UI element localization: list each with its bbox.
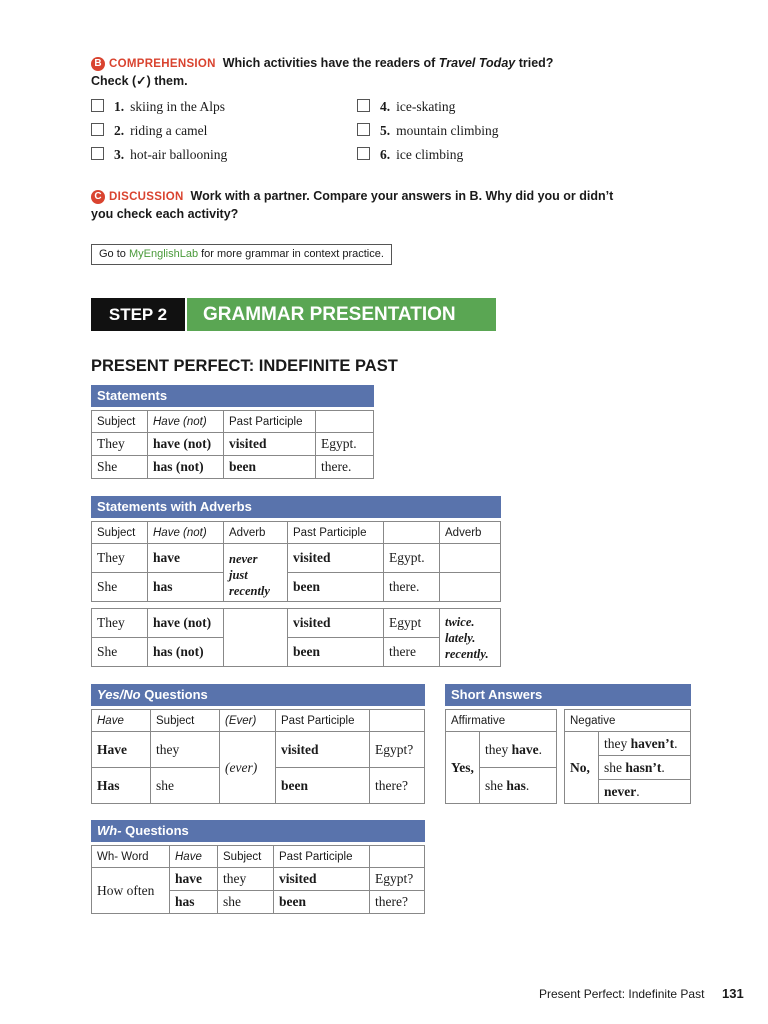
- statements-table: [91, 410, 374, 479]
- table-cell: she: [218, 891, 274, 914]
- item-label: ice climbing: [396, 147, 464, 162]
- section-c-badge: C: [91, 190, 105, 204]
- item-number: 1.: [114, 99, 125, 114]
- checkbox[interactable]: [357, 147, 370, 160]
- table-cell: Egypt?: [370, 868, 425, 891]
- table-cell: have (not): [148, 433, 224, 456]
- myenglishlab-box: [91, 244, 392, 265]
- activity-item[interactable]: [91, 146, 227, 164]
- item-number: 5.: [380, 123, 391, 138]
- item-label: hot-air ballooning: [130, 147, 228, 162]
- activity-item[interactable]: [91, 98, 225, 116]
- table-cell: been: [224, 456, 316, 479]
- comprehension-prompt: [91, 55, 691, 90]
- activity-item[interactable]: [357, 122, 499, 140]
- table-cell: they haven’t.: [599, 732, 691, 756]
- table-cell: She: [92, 638, 148, 667]
- table-cell: visited: [224, 433, 316, 456]
- item-label: riding a camel: [130, 123, 208, 138]
- table-cell: there.: [384, 573, 440, 602]
- comprehension-prompt-text-1: Which activities have the readers of: [222, 56, 436, 70]
- table-cell: there.: [316, 456, 374, 479]
- table-cell: been: [276, 768, 370, 804]
- table-cell: They: [92, 544, 148, 573]
- step-number: STEP 2: [91, 298, 185, 331]
- adverb-list: [440, 609, 501, 667]
- negative-table: [564, 709, 691, 804]
- wh-word-cell: How often: [92, 868, 170, 914]
- page-title: PRESENT PERFECT: INDEFINITE PAST: [91, 357, 398, 375]
- yes-cell: Yes,: [446, 732, 480, 804]
- table-cell: visited: [274, 868, 370, 891]
- comprehension-prompt-text-2: tried?: [518, 56, 554, 70]
- header-cell: [370, 846, 425, 868]
- adverbs-bar: Statements with Adverbs: [91, 496, 501, 518]
- table-cell: She: [92, 456, 148, 479]
- discussion-text-1: Work with a partner. Compare your answers in B. Why did you or didn’t: [190, 189, 614, 203]
- table-cell: [224, 609, 288, 667]
- checkbox[interactable]: [91, 99, 104, 112]
- table-cell: Egypt.: [316, 433, 374, 456]
- table-cell: Egypt: [384, 609, 440, 638]
- myenglishlab-suffix: for more grammar in context practice.: [201, 248, 384, 260]
- adverb: lately.: [445, 630, 476, 645]
- header-cell: Have (not): [148, 411, 224, 433]
- magazine-title: Travel Today: [438, 56, 516, 70]
- wh-table: [91, 845, 425, 914]
- header-cell: Subject: [92, 522, 148, 544]
- comprehension-label: COMPREHENSION: [109, 58, 216, 70]
- page-number: 131: [722, 986, 744, 1001]
- item-number: 4.: [380, 99, 391, 114]
- header-cell: Subject: [218, 846, 274, 868]
- item-number: 3.: [114, 147, 125, 162]
- table-cell: Has: [92, 768, 151, 804]
- header-cell: Negative: [565, 710, 691, 732]
- wh-bar-rest: Questions: [125, 823, 189, 838]
- adverb: twice.: [445, 614, 475, 629]
- checkbox[interactable]: [357, 99, 370, 112]
- table-cell: have: [170, 868, 218, 891]
- adverbs-table-2: [91, 608, 501, 667]
- item-label: mountain climbing: [396, 123, 499, 138]
- adverb-list: [224, 544, 288, 602]
- discussion-label: DISCUSSION: [109, 191, 184, 203]
- table-cell: there?: [370, 768, 425, 804]
- header-cell: Past Participle: [288, 522, 384, 544]
- table-cell: visited: [288, 609, 384, 638]
- myenglishlab-link[interactable]: MyEnglishLab: [128, 248, 199, 260]
- table-cell: been: [274, 891, 370, 914]
- footer-title: Present Perfect: Indefinite Past: [539, 987, 705, 1001]
- table-cell: She: [92, 573, 148, 602]
- yesno-table: [91, 709, 425, 804]
- ever-cell: (ever): [220, 732, 276, 804]
- header-cell: Have (not): [148, 522, 224, 544]
- table-cell: been: [288, 638, 384, 667]
- step-title: GRAMMAR PRESENTATION: [187, 298, 496, 331]
- table-cell: have (not): [148, 609, 224, 638]
- table-cell: Egypt?: [370, 732, 425, 768]
- table-cell: has: [148, 573, 224, 602]
- adverb: never: [229, 551, 258, 566]
- adverbs-table-1: [91, 521, 501, 602]
- item-number: 6.: [380, 147, 391, 162]
- header-cell: [316, 411, 374, 433]
- header-cell: Past Participle: [274, 846, 370, 868]
- activity-item[interactable]: [357, 146, 463, 164]
- section-b-badge: B: [91, 57, 105, 71]
- header-cell: (Ever): [220, 710, 276, 732]
- table-cell: They: [92, 433, 148, 456]
- table-cell: they have.: [480, 732, 557, 768]
- table-cell: [440, 573, 501, 602]
- header-cell: Subject: [151, 710, 220, 732]
- yesno-bar-italic: Yes/No: [97, 687, 141, 702]
- table-cell: she: [151, 768, 220, 804]
- statements-bar: Statements: [91, 385, 374, 407]
- table-cell: Have: [92, 732, 151, 768]
- table-cell: visited: [276, 732, 370, 768]
- item-label: skiing in the Alps: [130, 99, 226, 114]
- header-cell: Have: [92, 710, 151, 732]
- item-label: ice-skating: [396, 99, 456, 114]
- affirmative-table: [445, 709, 557, 804]
- myenglishlab-prefix: Go to: [99, 248, 126, 260]
- table-cell: she has.: [480, 768, 557, 804]
- checkbox[interactable]: [91, 123, 104, 136]
- table-cell: there?: [370, 891, 425, 914]
- table-cell: she hasn’t.: [599, 756, 691, 780]
- adverb: recently: [229, 583, 270, 598]
- checkbox[interactable]: [91, 147, 104, 160]
- header-cell: [370, 710, 425, 732]
- discussion-prompt: [91, 188, 691, 223]
- adverb: recently.: [445, 646, 489, 661]
- table-cell: has (not): [148, 456, 224, 479]
- table-cell: they: [151, 732, 220, 768]
- header-cell: Adverb: [224, 522, 288, 544]
- table-cell: They: [92, 609, 148, 638]
- table-cell: there: [384, 638, 440, 667]
- item-number: 2.: [114, 123, 125, 138]
- short-answers-bar: Short Answers: [445, 684, 691, 706]
- checkbox[interactable]: [357, 123, 370, 136]
- activity-item[interactable]: [357, 98, 455, 116]
- table-cell: Egypt.: [384, 544, 440, 573]
- table-cell: been: [288, 573, 384, 602]
- no-cell: No,: [565, 732, 599, 804]
- yesno-bar: [91, 684, 425, 706]
- table-cell: never.: [599, 780, 691, 804]
- header-cell: Wh- Word: [92, 846, 170, 868]
- discussion-text-2: you check each activity?: [91, 207, 239, 221]
- comprehension-instruction: Check (✓) them.: [91, 74, 188, 88]
- header-cell: Affirmative: [446, 710, 557, 732]
- header-cell: Past Participle: [276, 710, 370, 732]
- wh-bar: [91, 820, 425, 842]
- header-cell: Adverb: [440, 522, 501, 544]
- activity-item[interactable]: [91, 122, 207, 140]
- table-cell: has (not): [148, 638, 224, 667]
- table-cell: visited: [288, 544, 384, 573]
- header-cell: Subject: [92, 411, 148, 433]
- yesno-bar-rest: Questions: [144, 687, 208, 702]
- wh-bar-italic: Wh-: [97, 823, 122, 838]
- table-cell: they: [218, 868, 274, 891]
- header-cell: Past Participle: [224, 411, 316, 433]
- adverb: just: [229, 567, 248, 582]
- table-cell: have: [148, 544, 224, 573]
- table-cell: has: [170, 891, 218, 914]
- header-cell: [384, 522, 440, 544]
- table-cell: [440, 544, 501, 573]
- header-cell: Have: [170, 846, 218, 868]
